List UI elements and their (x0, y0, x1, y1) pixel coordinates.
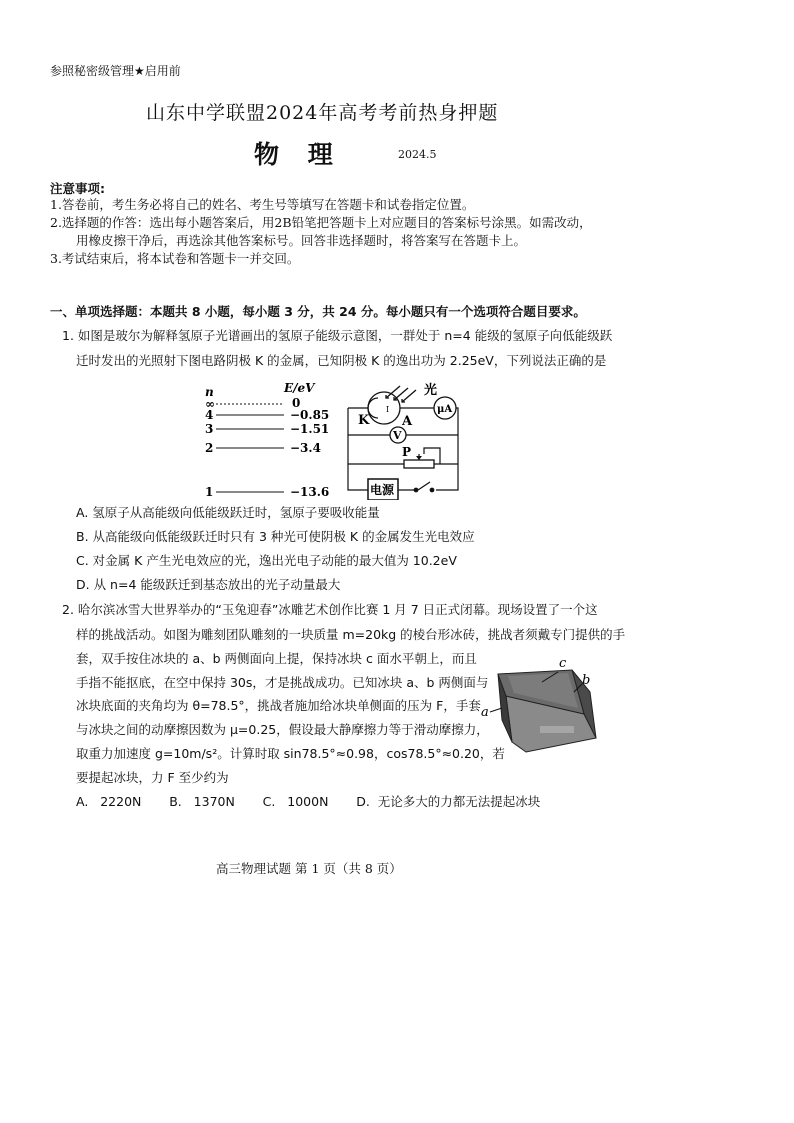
level-n: ∞ (205, 397, 215, 411)
level-n: 4 (205, 408, 214, 422)
exam-date: 2024.5 (398, 148, 437, 161)
voltmeter-label: V (393, 429, 402, 442)
photo-tube-icon (368, 392, 400, 424)
q2-stem-line: 要提起冰块，力 F 至少约为 (76, 770, 229, 785)
power-source-label: 电源 (370, 483, 395, 497)
note-item: 3.考试结束后，将本试卷和答题卡一并交回。 (50, 251, 300, 266)
q2-stem-line: 冰块底面的夹角均为 θ=78.5°，挑战者施加给冰块单侧面的压为 F，手套 (76, 698, 481, 713)
section-heading: 一、单项选择题：本题共 8 小题，每小题 3 分，共 24 分。每小题只有一个选项符合题目要求。 (50, 304, 586, 319)
light-label: 光 (424, 383, 438, 398)
exam-title: 山东中学联盟2024年高考考前热身押题 (146, 102, 499, 124)
q2-stem-line: 手指不能抠底，在空中保持 30s，才是挑战成功。已知冰块 a、b 两侧面与 (76, 675, 489, 690)
level-energy: −1.51 (290, 422, 330, 436)
face-a-label: a (481, 705, 489, 720)
q2-stem-line: 取重力加速度 g=10m/s²。计算时取 sin78.5°≈0.98，cos78.5°≈0.20，若 (76, 746, 505, 761)
energy-level-diagram (196, 380, 336, 502)
q1-option-a: A. 氢原子从高能级向低能级跃迁时，氢原子要吸收能量 (76, 505, 380, 520)
photoelectric-circuit (340, 378, 464, 500)
note-item: 1.答卷前，考生务必将自己的姓名、考生号等填写在答题卡和试卷指定位置。 (50, 197, 475, 212)
face-b-label: b (582, 673, 591, 688)
notes-title: 注意事项: (50, 181, 105, 196)
n-axis-label: n (205, 385, 214, 399)
page-footer: 高三物理试题 第 1 页（共 8 页） (216, 861, 402, 876)
q2-stem-line: 套，双手按住冰块的 a、b 两侧面向上提，保持冰块 c 面水平朝上，而且 (76, 651, 477, 666)
ice-block-figure (478, 652, 604, 756)
q2-options: A. 2220N B. 1370N C. 1000N D. 无论多大的力都无法提起冰块 (76, 794, 541, 809)
q1-option-d: D. 从 n=4 能级跃迁到基态放出的光子动量最大 (76, 577, 341, 592)
subject-title: 物 理 (254, 140, 343, 169)
face-c-label: c (559, 656, 567, 671)
cathode-label: K (358, 413, 370, 428)
level-energy: −13.6 (290, 485, 330, 499)
level-n: 2 (205, 441, 214, 455)
rheostat-icon (404, 460, 434, 468)
ammeter-label: μA (437, 404, 453, 415)
level-energy: −0.85 (290, 408, 330, 422)
level-energy: −3.4 (290, 441, 321, 455)
energy-axis-label: E/eV (284, 381, 315, 395)
q1-stem-line1: 1. 如图是玻尔为解释氢原子光谱画出的氢原子能级示意图，一群处于 n=4 能级的氢原子向低能级跃 (62, 328, 613, 343)
slider-label: P (402, 445, 412, 459)
q2-stem-line: 2. 哈尔滨冰雪大世界举办的“玉兔迎春”冰雕艺术创作比赛 1 月 7 日正式闭幕。现场设置了一个这 (62, 602, 598, 617)
level-n: 3 (205, 422, 214, 436)
confidential-label: 参照秘密级管理★启用前 (50, 64, 181, 78)
q1-stem-line2: 迁时发出的光照射下图电路阴极 K 的金属，已知阴极 K 的逸出功为 2.25eV，下列说法正确的是 (76, 353, 607, 368)
q1-option-c: C. 对金属 K 产生光电效应的光，逸出光电子动能的最大值为 10.2eV (76, 553, 457, 568)
level-n: 1 (205, 485, 214, 499)
anode-label: A (402, 414, 413, 429)
note-item: 2.选择题的作答：选出每小题答案后，用2B铅笔把答题卡上对应题目的答案标号涂黑。如需改动， (50, 215, 592, 230)
level-energy: 0 (292, 396, 301, 410)
q2-stem-line: 与冰块之间的动摩擦因数为 μ=0.25，假设最大静摩擦力等于滑动摩擦力， (76, 722, 489, 737)
tube-mark: I (386, 405, 390, 414)
note-item: 用橡皮擦干净后，再选涂其他答案标号。回答非选择题时，将答案写在答题卡上。 (76, 233, 527, 248)
q1-option-b: B. 从高能级向低能级跃迁时只有 3 种光可使阴极 K 的金属发生光电效应 (76, 529, 475, 544)
q2-stem-line: 样的挑战活动。如图为雕刻团队雕刻的一块质量 m=20kg 的棱台形冰砖，挑战者须戴专门提供的手 (76, 627, 626, 642)
